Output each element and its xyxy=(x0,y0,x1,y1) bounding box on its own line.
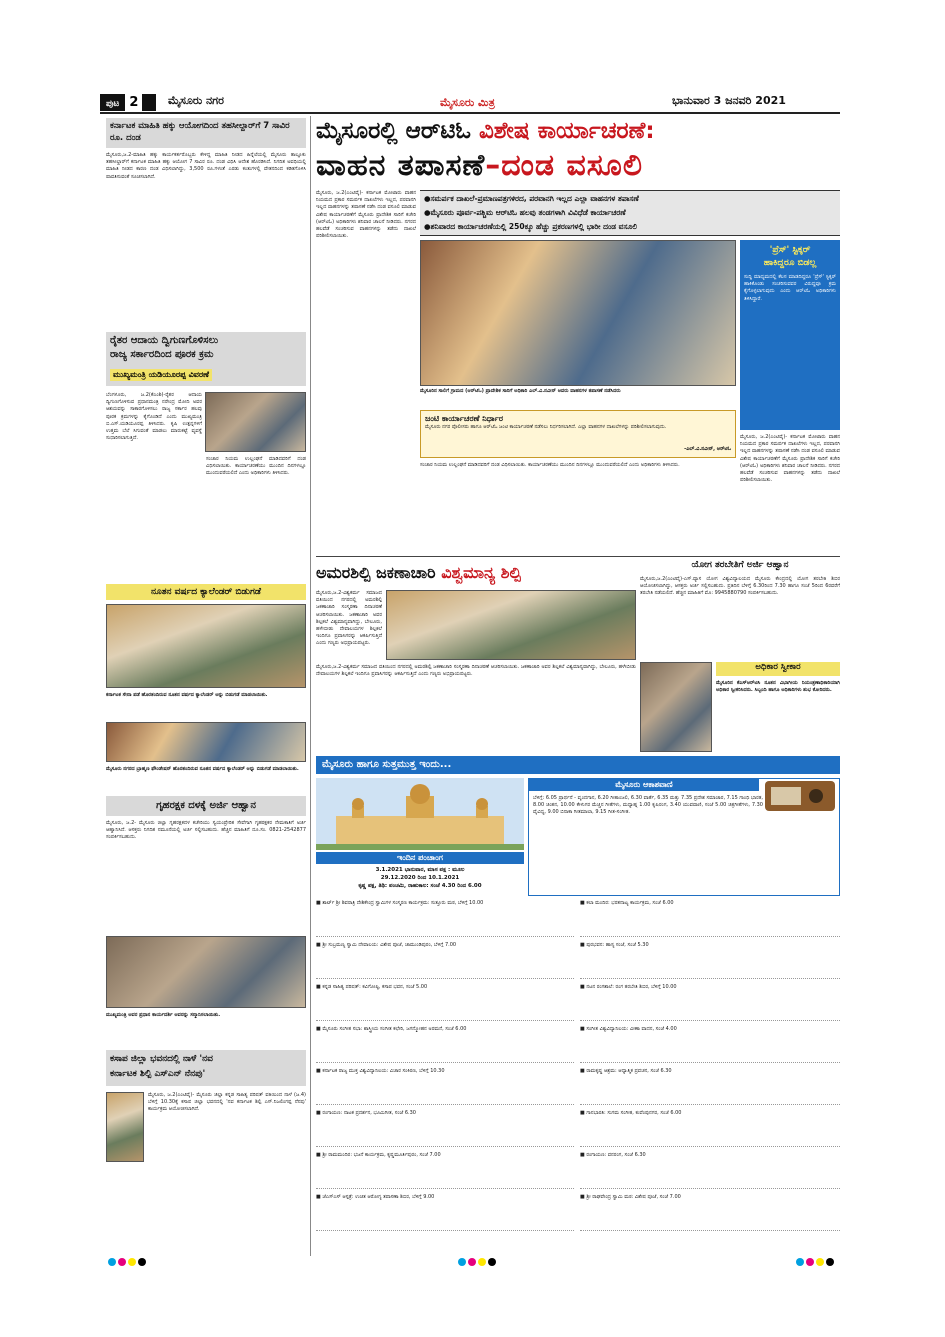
today-banner xyxy=(316,756,840,774)
registration-marks-left xyxy=(108,1258,158,1268)
lead-body-cont: ಸಂಚಾರ ನಿಯಮ ಉಲ್ಲಂಘನೆ ಮಾಡಿದವರಿಗೆ ದಂಡ ವಿಧಿಸಲಾಯಿತು. ಕಾರ್ಯಾಚರಣೆಯು ಮುಂದಿನ ದಿನಗಳಲ್ಲೂ ಮುಂದುವರೆಯಲಿದೆ ಎಂದು ಅಧಿಕಾರಿಗಳು ತಿಳಿಸಿದರು. xyxy=(420,462,680,468)
bullet-1: ●ಸಮರ್ಪಕ ದಾಖಲೆ-ಪ್ರಮಾಣಪತ್ರಗಳಿರದ, ಪರವಾನಗಿ ಇಲ್ಲದ ಎಲ್ಲಾ ವಾಹನಗಳ ತಪಾಸಣೆ xyxy=(424,194,639,203)
headline-part-b: ವಿಶೇಷ ಕಾರ್ಯಾಚರಣೆ: xyxy=(478,118,655,144)
bullet-2: ●ಮೈಸೂರು ಪೂರ್ವ-ಪಶ್ಚಿಮ ಆರ್‌ಟಿಓ ಹಲವು ತಂಡಗಳಾಗಿ ವಿವಿಧೆಡೆ ಕಾರ್ಯಾಚರಣೆ xyxy=(424,208,626,217)
event-item: ■ ಕನ್ನಡ ಸಾಹಿತ್ಯ ಪರಿಷತ್: ಕವಿಗೋಷ್ಠಿ, ಕಸಾಪ ಭವನ, ಸಂಜೆ 5.00 xyxy=(316,984,574,1021)
section-title: ಮೈಸೂರು ನಗರ xyxy=(168,94,224,107)
story4-caption: ಮುಖ್ಯಮಂತ್ರಿ ಅವರ ಪ್ರಧಾನ ಕಾರ್ಯದರ್ಶಿ ಅವರನ್ನು ಸನ್ಮಾನಿಸಲಾಯಿತು. xyxy=(106,1012,221,1018)
lead-bullets xyxy=(420,190,840,236)
story1-headline xyxy=(106,118,306,148)
event-item: ■ ಪುರಭವನ: ಹಾಸ್ಯ ಸಂಜೆ, ಸಂಜೆ 5.30 xyxy=(580,942,840,979)
panchanga-box xyxy=(316,866,524,896)
panchanga-line-2: 29.12.2020 ರಿಂದ 10.1.2021 xyxy=(380,875,460,881)
foundation-calendar-photo xyxy=(106,722,306,762)
amarashilpi-headline xyxy=(316,560,636,586)
story5-headline xyxy=(106,1050,306,1086)
story4-body: ಮೈಸೂರು, ಜ.2- ಮೈಸೂರು ಜಿಲ್ಲಾ ಗೃಹರಕ್ಷಕದಳ ಕಚೇರಿಯು ಸ್ವಯಂಪ್ರೇರಿತ ಸೇವೆಗಾಗಿ ಗೃಹರಕ್ಷಕರ ನೇಮಕಾತಿಗೆ ಅರ್ಜಿ ಆಹ್ವಾನಿಸಿದೆ. ಆಸಕ್ತರು ನಿಗದಿತ ನಮೂನೆಯಲ್ಲಿ ಅರ್ಜಿ ಸಲ್ಲಿಸಬಹುದು. ಹೆಚ್ಚಿನ ಮಾಹಿತಿಗೆ ದೂ.ಸಂ. 0821-2542877 ಸಂಪರ್ಕಿಸಬಹುದು. xyxy=(106,820,306,841)
press-sticker-title-1: 'ಪ್ರೆಸ್' ಸ್ಟಿಕ್ಕರ್ xyxy=(769,245,811,255)
palace-illustration xyxy=(316,778,524,850)
radio-icon xyxy=(765,781,835,811)
event-item: ■ ಶಾರ್ಟ್‌ ಶ್ರೀ ಶಿವರಾತ್ರಿ ದೇಶಿಕೇಂದ್ರ ಸ್ವಾಮಿಗಳ ಸಂಸ್ಮರಣ ಕಾರ್ಯಕ್ರಮ: ಸುತ್ತೂರು ಮಠ, ಬೆಳಿಗ್ಗೆ 10.00 xyxy=(316,900,574,937)
page-number-badge xyxy=(100,94,156,111)
akashavani-title: ಮೈಸೂರು ಆಕಾಶವಾಣಿ xyxy=(529,779,759,791)
event-item: ■ ಗಾನಭಾರತಿ: ಸುಗಮ ಸಂಗೀತ, ಕುವೆಂಪುನಗರ, ಸಂಜೆ 6.00 xyxy=(580,1110,840,1147)
events-right-list xyxy=(580,900,840,1250)
amarashilpi-body: ಮೈಸೂರು,ಜ.2-ವಿಶ್ವಕರ್ಮ ಸಮಾಜದ ವತಿಯಿಂದ ನಗರದಲ್ಲಿ ಅಮರಶಿಲ್ಪಿ ಜಕಣಾಚಾರಿ ಸಂಸ್ಮರಣಾ ದಿನಾಚರಣೆ ಆಚರಿಸಲಾಯಿತು. ಜಕಣಾಚಾರಿ ಅವರ ಶಿಲ್ಪಕಲೆ ವಿಶ್ವಮಾನ್ಯವಾಗಿದ್ದು, ಬೇಲೂರು, ಹಳೇಬೀಡು ದೇವಾಲಯಗಳ ಶಿಲ್ಪಕಲೆ ಇಂದಿಗೂ ಪ್ರವಾಸಿಗರನ್ನು ಆಕರ್ಷಿಸುತ್ತಿದೆ ಎಂದು ಗಣ್ಯರು ಅಭಿಪ್ರಾಯಪಟ್ಟರು. xyxy=(316,590,382,647)
event-item: ■ ರಂಗಾಯಣ: ನಾಟಕ ಪ್ರದರ್ಶನ, ಭೂಮಿಗೀತ, ಸಂಜೆ 6.30 xyxy=(316,1110,574,1147)
jakanachari-event-photo xyxy=(386,590,636,660)
story2-title-1: ರೈತರ ಆದಾಯ ದ್ವಿಗುಣಗೊಳಿಸಲು xyxy=(110,335,219,346)
story3-title: ನೂತನ ವರ್ಷದ ಕ್ಯಾಲೆಂಡರ್ ಬಿಡುಗಡೆ xyxy=(151,587,261,597)
event-item: ■ ಸಂಗೀತ ವಿಶ್ವವಿದ್ಯಾನಿಲಯ: ವೀಣಾ ವಾದನ, ಸಂಜೆ 4.00 xyxy=(580,1026,840,1063)
officer-photo xyxy=(640,662,712,752)
story1-title: ಕರ್ನಾಟಕ ಮಾಹಿತಿ ಹಕ್ಕು ಆಯೋಗದಿಂದ ತಹಸೀಲ್ದಾರ್‌ಗೆ 7 ಸಾವಿರ ರೂ. ದಂಡ xyxy=(110,121,290,143)
yoga-body: ಮೈಸೂರು,ಜ.2(ಎಂಟಿವೈ)-ಎಸ್.ವ್ಯಾಸ ಯೋಗ ವಿಶ್ವವಿದ್ಯಾಲಯದ ಮೈಸೂರು ಕೇಂದ್ರದಲ್ಲಿ ಯೋಗ ತರಬೇತಿ ಶಿಬಿರ ಆಯೋಜಿಸಲಾಗಿದ್ದು, ಆಸಕ್ತರು ಅರ್ಜಿ ಸಲ್ಲಿಸಬಹುದು. ಪ್ರತಿದಿನ ಬೆಳಿಗ್ಗೆ 6.30ರಿಂದ 7.30 ಹಾಗೂ ಸಂಜೆ 5ರಿಂದ 6ರವರೆಗೆ ತರಬೇತಿ ನಡೆಯಲಿದೆ. ಹೆಚ್ಚಿನ ಮಾಹಿತಿಗೆ ಮೊ: 9945880790 ಸಂಪರ್ಕಿಸಬಹುದು. xyxy=(640,576,840,597)
headline-part-c: ವಾಹನ ತಪಾಸಣೆ xyxy=(316,148,486,183)
lead-headline-line2 xyxy=(316,146,840,186)
event-item: ■ ನಟನ ರಂಗಶಾಲೆ: ರಂಗ ತರಬೇತಿ ಶಿಬಿರ, ಬೆಳಿಗ್ಗೆ 10.00 xyxy=(580,984,840,1021)
story2-body-cont: ಸಂಚಾರ ನಿಯಮ ಉಲ್ಲಂಘನೆ ಮಾಡಿದವರಿಗೆ ದಂಡ ವಿಧಿಸಲಾಯಿತು. ಕಾರ್ಯಾಚರಣೆಯು ಮುಂದಿನ ದಿನಗಳಲ್ಲೂ ಮುಂದುವರೆಯಲಿದೆ ಎಂದು ಅಧಿಕಾರಿಗಳು ತಿಳಿಸಿದರು. xyxy=(206,456,306,477)
calendar-release-photo xyxy=(106,604,306,688)
story2-title-2: ರಾಜ್ಯ ಸರ್ಕಾರದಿಂದ ಪೂರಕ ಕ್ರಮ xyxy=(110,349,214,360)
lead-intro-text: ಮೈಸೂರು, ಜ.2(ಎಂಟಿವೈ)- ಕರ್ನಾಟಕ ಮೋಟಾರು ವಾಹನ ನಿಯಮದ ಪ್ರಕಾರ ಸಮರ್ಪಕ ದಾಖಲೆಗಳು ಇಲ್ಲದ, ಪರವಾನಗಿ ಇಲ್ಲದ ವಾಹನಗಳನ್ನು ತಪಾಸಣೆ ನಡೆಸಿ ದಂಡ ವಸೂಲಿ ಮಾಡುವ ವಿಶೇಷ ಕಾರ್ಯಾಚರಣೆಗೆ ಮೈಸೂರು ಪ್ರಾದೇಶಿಕ ಸಾರಿಗೆ ಕಚೇರಿ (ಆರ್‌ಟಿಓ) ಅಧಿಕಾರಿಗಳು ಶನಿವಾರ ಚಾಲನೆ ನೀಡಿದರು. ನಗರದ ಹಲವೆಡೆ ಸಂಚರಿಸುವ ವಾಹನಗಳನ್ನು ತಡೆದು ದಾಖಲೆ ಪರಿಶೀಲಿಸಲಾಯಿತು. xyxy=(316,190,416,240)
column-divider xyxy=(310,116,311,1256)
quote-author: -ಎಲ್.ವಿ.ನವೀನ್, ಆರ್‌ಟಿಓ xyxy=(684,446,731,452)
masthead: ಮೈಸೂರು ಮಿತ್ರ xyxy=(440,96,495,109)
header-rule xyxy=(100,112,840,114)
story3-caption2: ಮೈಸೂರು ನಗರದ ಬ್ರಾಹ್ಮಣ ಫೌಂಡೇಷನ್ ಹೊರತಂದಿರುವ ನೂತನ ವರ್ಷದ ಕ್ಯಾಲೆಂಡರ್ ಅನ್ನು ಬಿಡುಗಡೆ ಮಾಡಲಾಯಿತು. xyxy=(106,766,299,772)
story5-title-2: ಕರ್ನಾಟಕ ಶಿಲ್ಪಿ ಎಸ್‌ಎನ್ ನೆನಪು' xyxy=(110,1069,206,1079)
headline-part-a: ಮೈಸೂರಲ್ಲಿ ಆರ್‌ಟಿಓ xyxy=(316,118,471,144)
events-left-list xyxy=(316,900,574,1250)
headline-part-d: –ದಂಡ ವಸೂಲಿ xyxy=(485,148,643,183)
amarashilpi-title-b: ವಿಶ್ವಮಾನ್ಯ ಶಿಲ್ಪಿ xyxy=(441,563,521,582)
story2-subtitle: ಮುಖ್ಯಮಂತ್ರಿ ಯಡಿಯೂರಪ್ಪ ವಿವರಣೆ xyxy=(110,369,212,381)
panchanga-line-3: ಕೃಷ್ಣ ಪಕ್ಷ, ತಿಥಿ: ಪಂಚಮಿ, ರಾಹುಕಾಲ: ಸಂಜೆ 4.30 ರಿಂದ 6.00 xyxy=(358,883,482,889)
registration-marks-right xyxy=(796,1258,846,1268)
story1-body: ಮೈಸೂರು,ಜ.2-ಮಾಹಿತಿ ಹಕ್ಕು ಕಾರ್ಯಕರ್ತರೊಬ್ಬರು ಕೇಳಿದ್ದ ಮಾಹಿತಿ ನೀಡದ ಹಿನ್ನೆಲೆಯಲ್ಲಿ ಮೈಸೂರು ತಾಲ್ಲೂಕು ತಹಸೀಲ್ದಾರ್‌ಗೆ ಕರ್ನಾಟಕ ಮಾಹಿತಿ ಹಕ್ಕು ಆಯೋಗ 7 ಸಾವಿರ ರೂ. ದಂಡ ವಿಧಿಸಿ ಆದೇಶ ಹೊರಡಿಸಿದೆ. ನಿಗದಿತ ಅವಧಿಯಲ್ಲಿ ಮಾಹಿತಿ ನೀಡದ ಕಾರಣ ದಂಡ ವಿಧಿಸಲಾಗಿದ್ದು, 3,500 ರೂ.ಗಳಂತೆ ಎರಡು ಕಂತುಗಳಲ್ಲಿ ವೇತನದಿಂದ ಕಡಿತಗೊಳಿಸಿ ಪಾವತಿಸುವಂತೆ ಸೂಚಿಸಲಾಗಿದೆ. xyxy=(106,152,306,180)
event-item: ■ ಕರ್ನಾಟಕ ರಾಜ್ಯ ಮುಕ್ತ ವಿಶ್ವವಿದ್ಯಾನಿಲಯ: ವಿಚಾರ ಸಂಕಿರಣ, ಬೆಳಿಗ್ಗೆ 10.30 xyxy=(316,1068,574,1105)
press-sticker-box xyxy=(740,240,840,430)
event-item: ■ ಕಲಾ ಮಂದಿರ: ಭರತನಾಟ್ಯ ಕಾರ್ಯಕ್ರಮ, ಸಂಜೆ 6.00 xyxy=(580,900,840,937)
story3-headline xyxy=(106,584,306,600)
quote-body: ಮೈಸೂರು ನಗರ ಪೊಲೀಸರು ಹಾಗೂ ಆರ್‌ಟಿಓ ಜಂಟಿ ಕಾರ್ಯಾಚರಣೆ ನಡೆಸಲು ನಿರ್ಧರಿಸಲಾಗಿದೆ. ಎಲ್ಲಾ ವಾಹನಗಳ ದಾಖಲೆಗಳನ್ನು ಪರಿಶೀಲಿಸಲಾಗುವುದು. xyxy=(425,424,667,430)
quote-title: ಜಂಟಿ ಕಾರ್ಯಾಚರಣೆ ನಿರ್ಧಾರ xyxy=(425,414,504,423)
story5-body: ಮೈಸೂರು, ಜ.2(ಎಂಟಿವೈ)- ಮೈಸೂರು ಜಿಲ್ಲಾ ಕನ್ನಡ ಸಾಹಿತ್ಯ ಪರಿಷತ್ ವತಿಯಿಂದ ನಾಳೆ (ಜ.4) ಬೆಳಿಗ್ಗೆ 10.30ಕ್ಕೆ ಕಸಾಪ ಜಿಲ್ಲಾ ಭವನದಲ್ಲಿ 'ನವ ಕರ್ನಾಟಕ ಶಿಲ್ಪಿ ಎಸ್.ನಿಜಲಿಂಗಪ್ಪ ನೆನಪು' ಕಾರ್ಯಕ್ರಮ ಆಯೋಜಿಸಲಾಗಿದೆ. xyxy=(148,1092,306,1113)
event-item: ■ ಮೈಸೂರು ಸಂಗೀತ ಸಭಾ: ಶಾಸ್ತ್ರೀಯ ಸಂಗೀತ ಕಛೇರಿ, ಜಗನ್ಮೋಹನ ಅರಮನೆ, ಸಂಜೆ 6.00 xyxy=(316,1026,574,1063)
event-item: ■ ಶ್ರೀ ರಾಘವೇಂದ್ರ ಸ್ವಾಮಿ ಮಠ: ವಿಶೇಷ ಪೂಜೆ, ಸಂಜೆ 7.00 xyxy=(580,1194,840,1231)
story4-headline xyxy=(106,796,306,816)
mysore-palace-icon xyxy=(316,778,524,850)
event-item: ■ ಶ್ರೀ ಸುಬ್ರಮಣ್ಯ ಸ್ವಾಮಿ ದೇವಾಲಯ: ವಿಶೇಷ ಪೂಜೆ, ಚಾಮುಂಡಿಪುರಂ, ಬೆಳಿಗ್ಗೆ 7.00 xyxy=(316,942,574,979)
event-item: ■ ಶ್ರೀ ರಾಮಮಂದಿರ: ಭಜನೆ ಕಾರ್ಯಕ್ರಮ, ಕೃಷ್ಣಮೂರ್ತಿಪುರಂ, ಸಂಜೆ 7.00 xyxy=(316,1152,574,1189)
speaker-photo xyxy=(106,1092,144,1162)
lead-headline xyxy=(316,116,840,188)
story2-headline xyxy=(106,332,306,386)
felicitation-photo xyxy=(106,936,306,1008)
story5-title-1: ಕಸಾಪ ಜಿಲ್ಲಾ ಭವನದಲ್ಲಿ ನಾಳೆ 'ನವ xyxy=(110,1054,213,1064)
amarashilpi-body-cont: ಮೈಸೂರು,ಜ.2-ವಿಶ್ವಕರ್ಮ ಸಮಾಜದ ವತಿಯಿಂದ ನಗರದಲ್ಲಿ ಅಮರಶಿಲ್ಪಿ ಜಕಣಾಚಾರಿ ಸಂಸ್ಮರಣಾ ದಿನಾಚರಣೆ ಆಚರಿಸಲಾಯಿತು. ಜಕಣಾಚಾರಿ ಅವರ ಶಿಲ್ಪಕಲೆ ವಿಶ್ವಮಾನ್ಯವಾಗಿದ್ದು, ಬೇಲೂರು, ಹಳೇಬೀಡು ದೇವಾಲಯಗಳ ಶಿಲ್ಪಕಲೆ ಇಂದಿಗೂ ಪ್ರವಾಸಿಗರನ್ನು ಆಕರ್ಷಿಸುತ್ತಿದೆ ಎಂದು ಗಣ್ಯರು ಅಭಿಪ್ರಾಯಪಟ್ಟರು. xyxy=(316,664,636,678)
lead-headline-line1 xyxy=(316,116,840,146)
page-number: 2 xyxy=(125,94,142,111)
registration-marks-center xyxy=(458,1258,508,1268)
page-label: ಪುಟ xyxy=(106,99,120,109)
event-item: ■ ರಂಗಾಯಣ: ವನರಂಗ, ಸಂಜೆ 6.30 xyxy=(580,1152,840,1189)
rto-inspection-photo xyxy=(420,240,736,386)
yoga-headline: ಯೋಗ ತರಬೇತಿಗೆ ಅರ್ಜಿ ಆಹ್ವಾನ xyxy=(691,560,789,570)
event-item: ■ ರಾಮಕೃಷ್ಣ ಆಶ್ರಮ: ಆಧ್ಯಾತ್ಮಿಕ ಪ್ರವಚನ, ಸಂಜೆ 6.30 xyxy=(580,1068,840,1105)
cm-photo xyxy=(205,392,306,452)
bullet-3: ●ಶನಿವಾರದ ಕಾರ್ಯಾಚರಣೆಯಲ್ಲಿ 250ಕ್ಕೂ ಹೆಚ್ಚು ಪ್ರಕರಣಗಳಲ್ಲಿ ಭಾರೀ ದಂಡ ವಸೂಲಿ xyxy=(424,222,638,231)
issue-date: ಭಾನುವಾರ 3 ಜನವರಿ 2021 xyxy=(672,94,786,107)
lead-body-right: ಮೈಸೂರು, ಜ.2(ಎಂಟಿವೈ)- ಕರ್ನಾಟಕ ಮೋಟಾರು ವಾಹನ ನಿಯಮದ ಪ್ರಕಾರ ಸಮರ್ಪಕ ದಾಖಲೆಗಳು ಇಲ್ಲದ, ಪರವಾನಗಿ ಇಲ್ಲದ ವಾಹನಗಳನ್ನು ತಪಾಸಣೆ ನಡೆಸಿ ದಂಡ ವಸೂಲಿ ಮಾಡುವ ವಿಶೇಷ ಕಾರ್ಯಾಚರಣೆಗೆ ಮೈಸೂರು ಪ್ರಾದೇಶಿಕ ಸಾರಿಗೆ ಕಚೇರಿ (ಆರ್‌ಟಿಓ) ಅಧಿಕಾರಿಗಳು ಶನಿವಾರ ಚಾಲನೆ ನೀಡಿದರು. ನಗರದ ಹಲವೆಡೆ ಸಂಚರಿಸುವ ವಾಹನಗಳನ್ನು ತಡೆದು ದಾಖಲೆ ಪರಿಶೀಲಿಸಲಾಯಿತು. xyxy=(740,434,840,484)
akashavani-body: ಬೆಳಿಗ್ಗೆ: 6.05 ಪ್ರಾರ್ಥನೆ - ವೃಂದಗಾನ, 6.20 ಗೀತಾಂಜಲಿ, 6.30 ವಾರ್ತೆ, 6.35 ಮತ್ತು 7.35 ಪ್ರದೇಶ ಸಮಾಚಾರ, 7.15 ಗಾಂಧಿ ಭಾರತ, 8.00 ಚಿಂತನ, 10.00 ಕೇಳುಗರ ಮೆಚ್ಚಿನ ಗೀತೆಗಳು, ಮಧ್ಯಾಹ್ನ 1.00 ಕೃಷಿರಂಗ, 3.40 ಯುವವಾಣಿ, ಸಂಜೆ 5.00 ಚಿತ್ರಗೀತೆಗಳು, 7.30 ವೈವಿಧ್ಯ, 9.00 ಬಿನಾಕಾ ಗೀತಮಾಲಾ, 9.15 ಗೀತ-ಸಂಗೀತ. xyxy=(533,795,763,816)
today-banner-text: ಮೈಸೂರು ಹಾಗೂ ಸುತ್ತಮುತ್ತ ಇಂದು... xyxy=(322,759,452,770)
panchanga-title: ಇಂದಿನ ಪಂಚಾಂಗ xyxy=(316,852,524,864)
press-sticker-body: ಸುದ್ದಿ ಮಾಧ್ಯಮದಲ್ಲಿ ಕೆಲಸ ಮಾಡದಿದ್ದರೂ 'ಪ್ರೆಸ್' ಸ್ಟಿಕ್ಕರ್ ಹಾಕಿಕೊಂಡು ಸಂಚರಿಸುವವರ ವಿರುದ್ಧವೂ ಕ್ರಮ ಕೈಗೊಳ್ಳಲಾಗುವುದು ಎಂದು ಆರ್‌ಟಿಓ ಅಧಿಕಾರಿಗಳು ತಿಳಿಸಿದ್ದಾರೆ. xyxy=(744,274,836,302)
adhikara-body: ಮೈಸೂರಿನ ಕೆಎಸ್‌ಆರ್‌ಟಿಸಿ ನೂತನ ವಿಭಾಗೀಯ ನಿಯಂತ್ರಣಾಧಿಕಾರಿಯಾಗಿ ಅಧಿಕಾರ ಸ್ವೀಕರಿಸಿದರು. ಸಿಬ್ಬಂದಿ ಹಾಗೂ ಅಧಿಕಾರಿಗಳು ಶುಭ ಕೋರಿದರು. xyxy=(716,680,840,694)
joint-operation-quote xyxy=(420,410,736,458)
adhikara-headline: ಅಧಿಕಾರ ಸ್ವೀಕಾರ xyxy=(716,662,840,676)
event-item: ■ ಜೆಎಸ್‌ಎಸ್ ಆಸ್ಪತ್ರೆ: ಉಚಿತ ಆರೋಗ್ಯ ತಪಾಸಣಾ ಶಿಬಿರ, ಬೆಳಿಗ್ಗೆ 9.00 xyxy=(316,1194,574,1231)
panchanga-line-1: 3.1.2021 ಭಾನುವಾರ, ಮಾಸ ಪಕ್ಷ : ಮೂಲ xyxy=(375,867,465,873)
akashavani-box xyxy=(528,778,840,896)
press-sticker-title-2: ಹಾಕಿದ್ದರೂ ಬಿಡಲ್ಲ xyxy=(763,258,817,268)
left-column xyxy=(100,116,308,1256)
mid-rule xyxy=(316,556,840,557)
amarashilpi-title-a: ಅಮರಶಿಲ್ಪಿ ಜಕಣಾಚಾರಿ xyxy=(316,563,436,582)
story2-body: ಬೆಂಗಳೂರು, ಜ.2(ಕೆಎಂಶಿ)-ರೈತರ ಆದಾಯ ದ್ವಿಗುಣಗೊಳಿಸುವ ಪ್ರಧಾನಮಂತ್ರಿ ನರೇಂದ್ರ ಮೋದಿ ಅವರ ಆಶಯವನ್ನು ಸಾಕಾರಗೊಳಿಸಲು ರಾಜ್ಯ ಸರ್ಕಾರ ಹಲವು ಪೂರಕ ಕ್ರಮಗಳನ್ನು ಕೈಗೊಂಡಿದೆ ಎಂದು ಮುಖ್ಯಮಂತ್ರಿ ಬಿ.ಎಸ್.ಯಡಿಯೂರಪ್ಪ ತಿಳಿಸಿದರು. ಕೃಷಿ ಉತ್ಪನ್ನಗಳಿಗೆ ಉತ್ತಮ ಬೆಲೆ ಸಿಗುವಂತೆ ಮಾಡಲು ಮಾರುಕಟ್ಟೆ ವ್ಯವಸ್ಥೆ ಸುಧಾರಿಸಲಾಗುತ್ತಿದೆ. xyxy=(106,392,202,442)
lead-photo-caption: ಮೈಸೂರಿನ ಸಾಲಿಗೆ ಗ್ರಾಮದ (ಆರ್‌ಟಿಓ) ಪ್ರಾದೇಶಿಕ ಸಾರಿಗೆ ಅಧಿಕಾರಿ ಎಲ್.ವಿ.ನವೀನ್ ಅವರು ವಾಹನಗಳ ತಪಾಸಣೆ ನಡೆಸಿದರು xyxy=(420,388,621,394)
story3-caption: ಕರ್ನಾಟಕ ಸೇನಾ ಪಡೆ ಹೊರತಂದಿರುವ ನೂತನ ವರ್ಷದ ಕ್ಯಾಲೆಂಡರ್ ಅನ್ನು ಬಿಡುಗಡೆ ಮಾಡಲಾಯಿತು. xyxy=(106,692,268,698)
story4-title: ಗೃಹರಕ್ಷಕ ದಳಕ್ಕೆ ಅರ್ಜಿ ಆಹ್ವಾನ xyxy=(156,800,256,811)
